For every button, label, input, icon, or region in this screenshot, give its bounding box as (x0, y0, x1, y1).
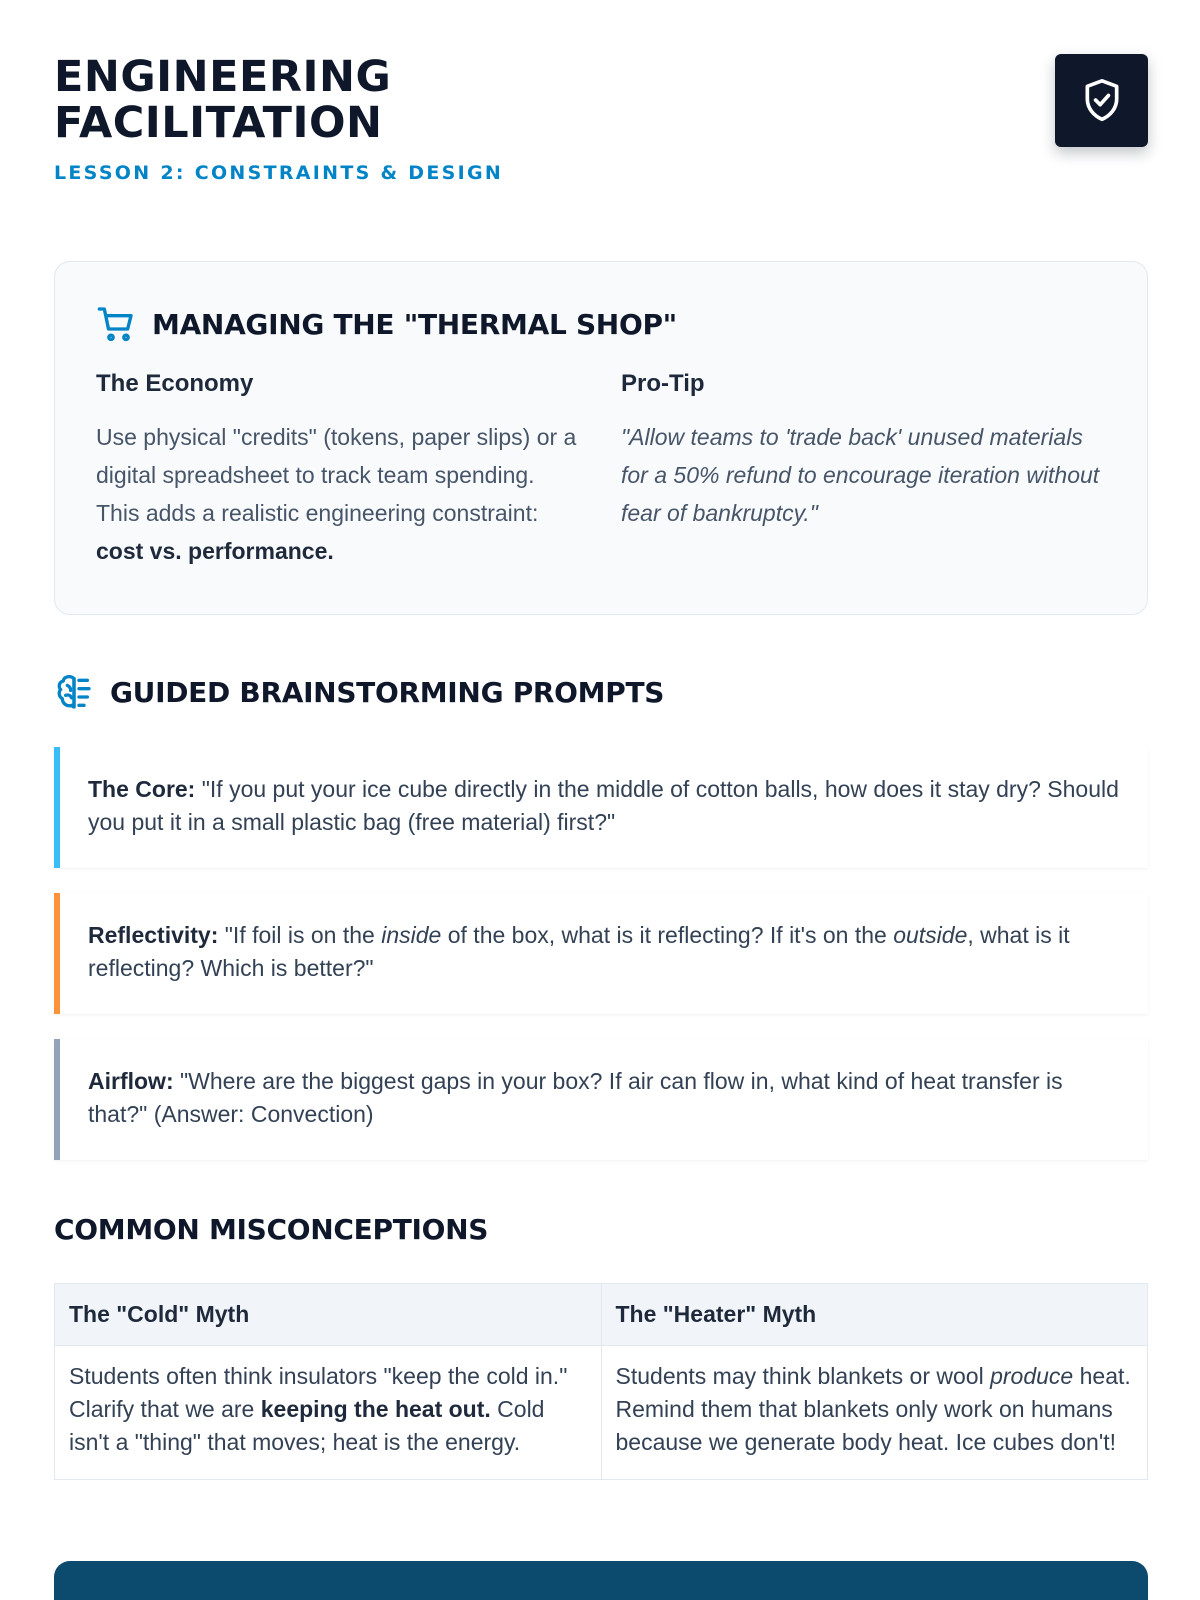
prompt-reflectivity: Reflectivity: "If foil is on the inside of the box, what is it reflecting? If it's on the outside, what is it reflecting? Which is better?" (54, 893, 1148, 1014)
prompt-text: "Where are the biggest gaps in your box? If air can flow in, what kind of heat transfer is that?" (Answer: Convection) (88, 1068, 1063, 1127)
prompt-label: Reflectivity: (88, 922, 219, 948)
shield-badge (1055, 54, 1148, 147)
lesson-subtitle: LESSON 2: CONSTRAINTS & DESIGN (54, 162, 504, 184)
prompt-label: Airflow: (88, 1068, 174, 1094)
brainstorming-section (54, 672, 1148, 1160)
economy-bold: cost vs. performance. (96, 538, 334, 564)
shopping-cart-icon (96, 304, 136, 344)
cold-myth-header: The "Cold" Myth (55, 1284, 602, 1346)
cold-myth-text: Students often think insulators "keep the cold in." Clarify that we are keeping the heat out. Cold isn't a "thing" that moves; heat is the energy. (55, 1346, 602, 1480)
brainstorming-heading (54, 672, 1148, 712)
prompt-text: "If you put your ice cube directly in the middle of cotton balls, how does it stay dry? Should you put it in a small plastic bag (free material) first?" (88, 776, 1119, 835)
page-title-line-1: ENGINEERING (54, 52, 392, 102)
pro-tip-title: Pro-Tip (621, 370, 705, 397)
thermal-shop-heading (96, 304, 1106, 344)
footer-banner (54, 1561, 1148, 1600)
thermal-shop-card (54, 261, 1148, 615)
economy-title: The Economy (96, 370, 254, 397)
page-title-line-2: FACILITATION (54, 98, 383, 148)
thermal-shop-title: MANAGING THE "THERMAL SHOP" (152, 307, 677, 341)
pro-tip-column (621, 370, 1106, 570)
brain-icon (54, 672, 94, 712)
shield-check-icon (1080, 77, 1124, 125)
heater-myth-text: Students may think blankets or wool produce heat. Remind them that blankets only work on humans because we generate body heat. Ice cubes don't! (601, 1346, 1148, 1480)
brainstorming-title: GUIDED BRAINSTORMING PROMPTS (110, 675, 665, 709)
heater-myth-header: The "Heater" Myth (601, 1284, 1148, 1346)
prompt-the-core (54, 747, 1148, 868)
misconceptions-title: COMMON MISCONCEPTIONS (54, 1213, 489, 1246)
economy-text: Use physical "credits" (tokens, paper slips) or a digital spreadsheet to track team spending. This adds a realistic engineering constraint: cost vs. performance. (96, 424, 577, 564)
prompt-airflow (54, 1039, 1148, 1160)
economy-column (96, 370, 581, 570)
page-header (54, 54, 1148, 204)
pro-tip-text: "Allow teams to 'trade back' unused materials for a 50% refund to encourage iteration without fear of bankruptcy." (621, 424, 1100, 526)
prompt-label: The Core: (88, 776, 196, 802)
misconceptions-table (54, 1283, 1148, 1480)
thermal-shop-columns (96, 370, 1106, 570)
